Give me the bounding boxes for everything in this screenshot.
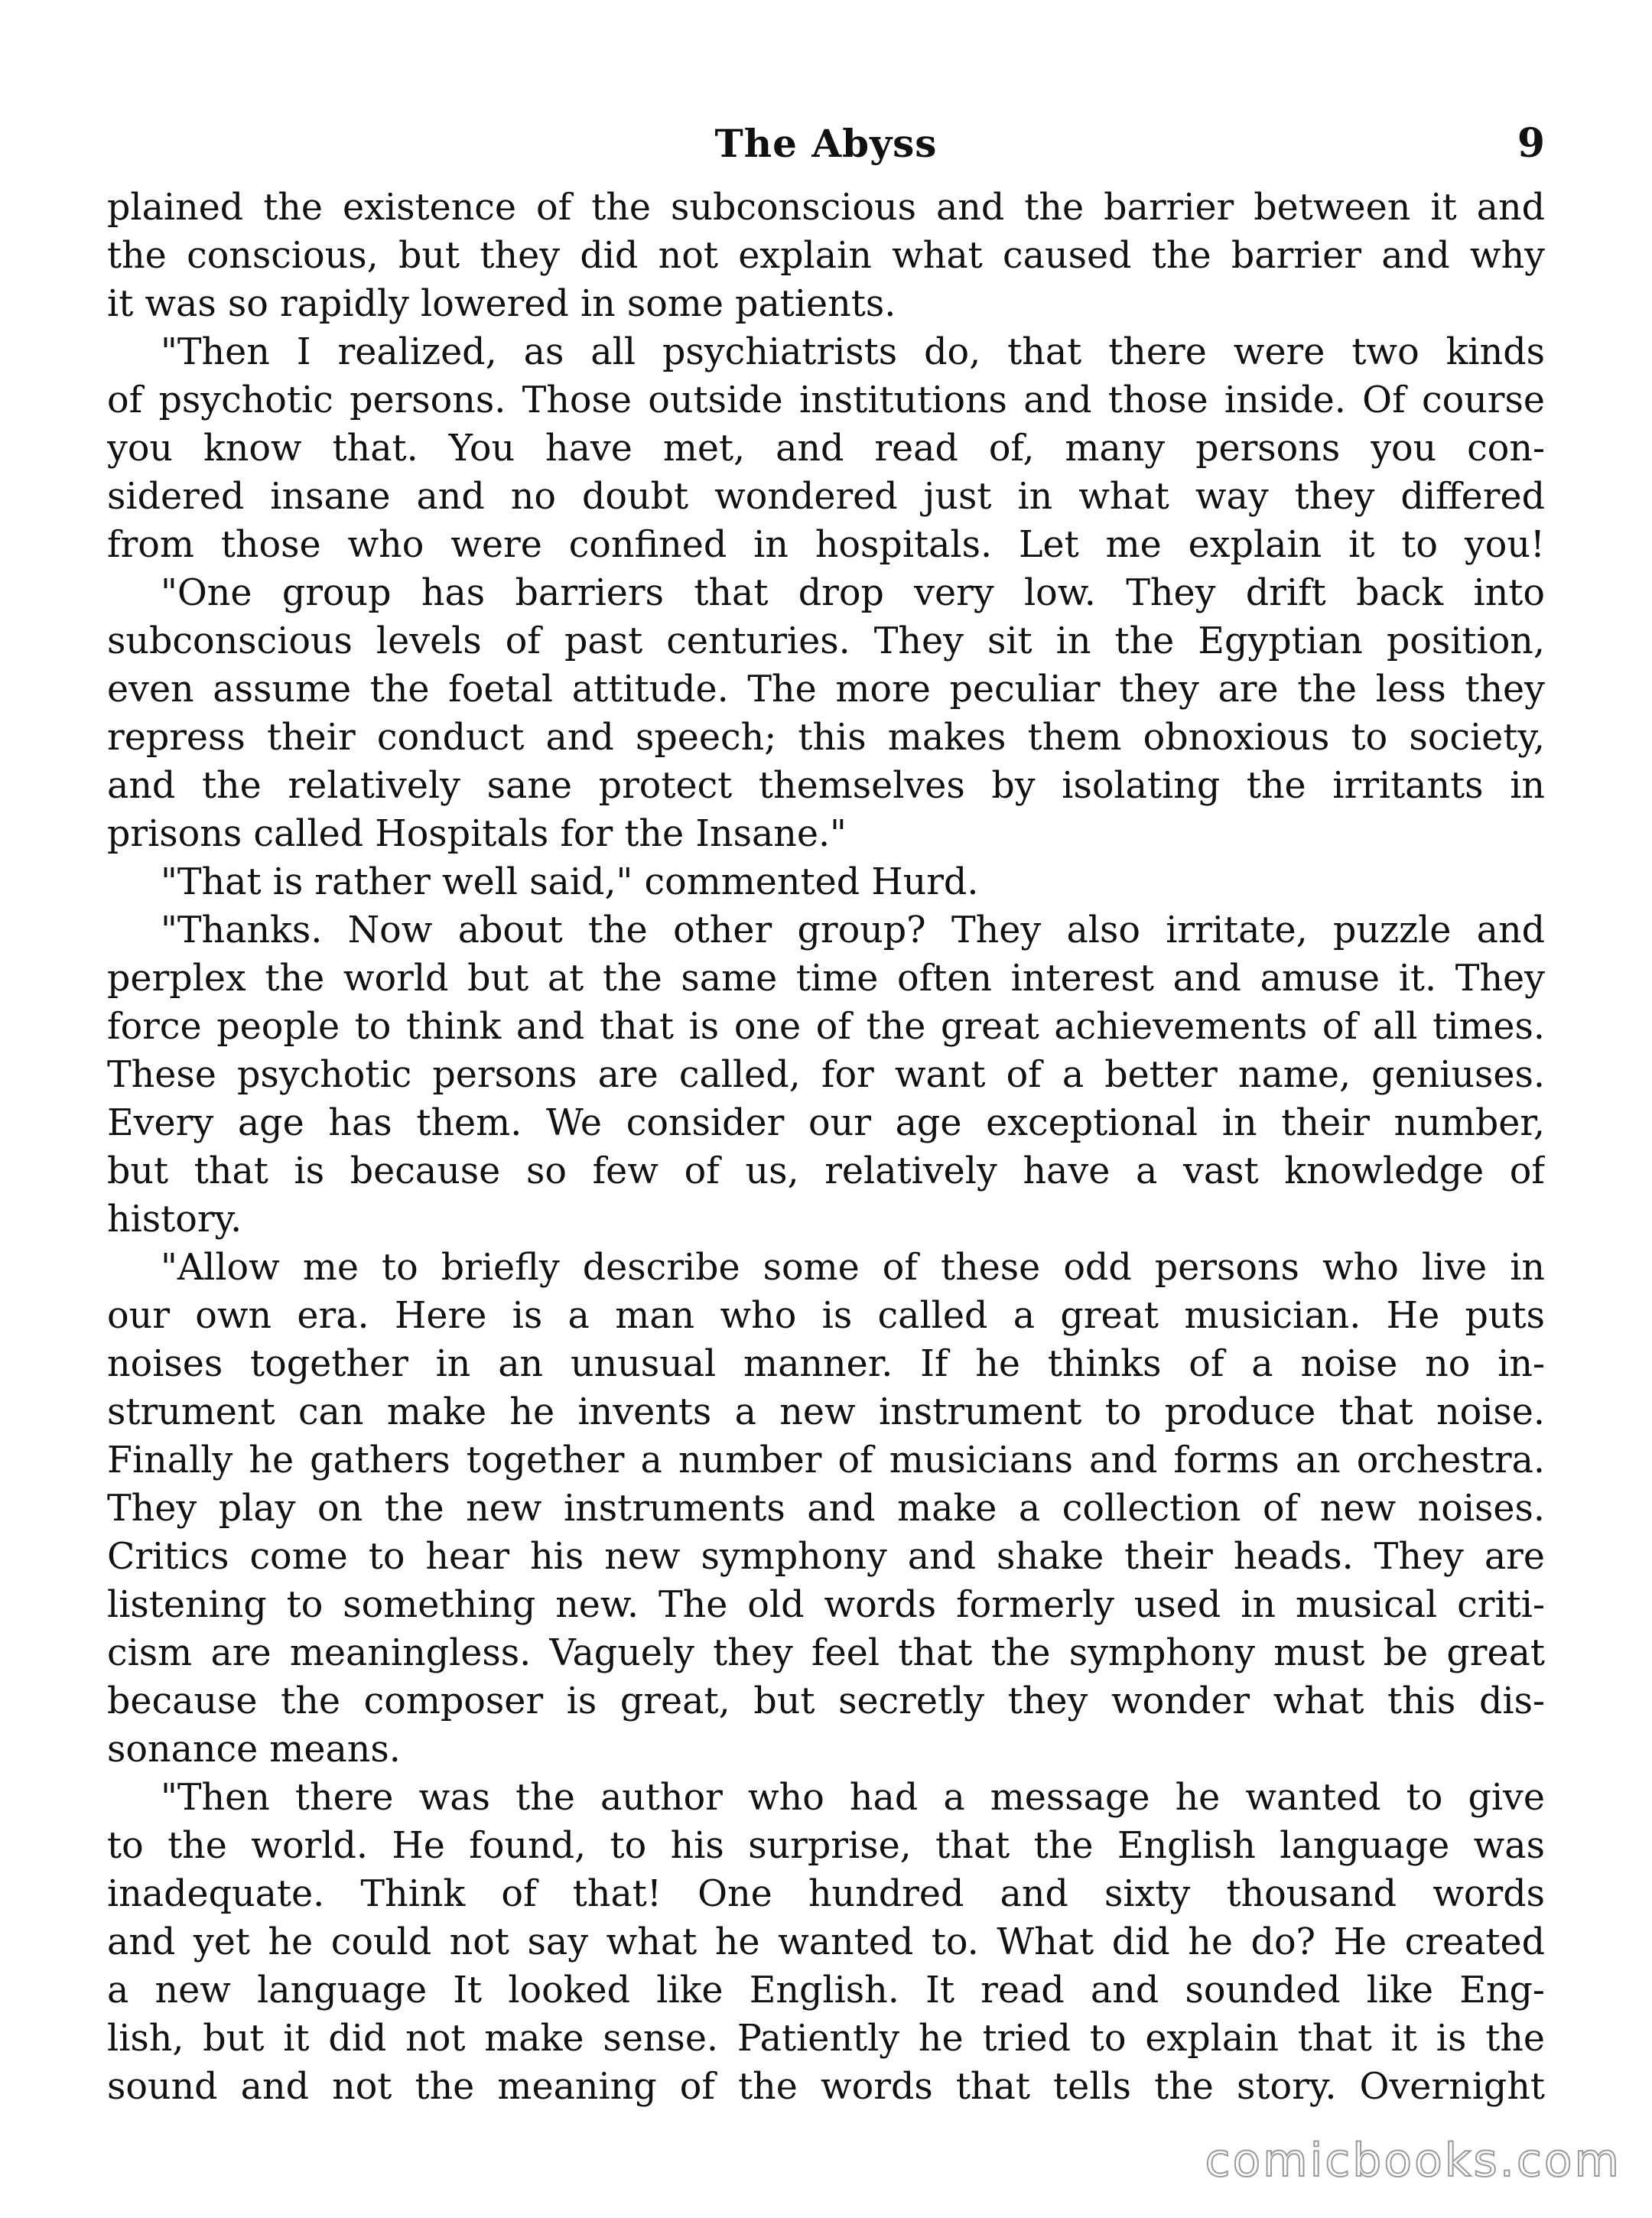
text-line: to the world. He found, to his surprise, that the English language was	[107, 1825, 1545, 1867]
text-line: listening to something new. The old words formerly used in musical criti-	[107, 1584, 1545, 1626]
text-line: subconscious levels of past centuries. They sit in the Egyptian position,	[107, 620, 1545, 662]
page-number: 9	[1517, 120, 1545, 167]
body-text	[107, 184, 1545, 2111]
page-header	[107, 113, 1545, 174]
text-line: noises together in an unusual manner. If he thinks of a noise no in-	[107, 1343, 1545, 1385]
text-line: a new language It looked like English. It read and sounded like Eng-	[107, 1969, 1545, 2011]
text-line: sonance means.	[107, 1729, 401, 1771]
text-line: Every age has them. We consider our age exceptional in their number,	[107, 1102, 1545, 1144]
text-line: sidered insane and no doubt wondered just in what way they differed	[107, 476, 1545, 518]
text-line: cism are meaningless. Vaguely they feel that the symphony must be great	[107, 1632, 1545, 1674]
text-line: "Thanks. Now about the other group? They also irritate, puzzle and	[161, 909, 1545, 951]
text-line: "That is rather well said," commented Hurd.	[161, 861, 979, 903]
text-line: the conscious, but they did not explain what caused the barrier and why	[107, 235, 1545, 277]
text-line: because the composer is great, but secretly they wonder what this dis-	[107, 1680, 1545, 1722]
text-line: it was so rapidly lowered in some patients.	[107, 283, 896, 325]
text-line: of psychotic persons. Those outside institutions and those inside. Of course	[107, 379, 1545, 421]
text-line: repress their conduct and speech; this makes them obnoxious to society,	[107, 717, 1545, 759]
text-line: "Then there was the author who had a message he wanted to give	[161, 1777, 1545, 1819]
text-line: from those who were confined in hospitals. Let me explain it to you!	[107, 524, 1545, 566]
text-line: but that is because so few of us, relatively have a vast knowledge of	[107, 1150, 1545, 1192]
text-line: "Allow me to briefly describe some of these odd persons who live in	[161, 1247, 1545, 1289]
text-line: These psychotic persons are called, for want of a better name, geniuses.	[107, 1054, 1545, 1096]
text-line: "One group has barriers that drop very low. They drift back into	[161, 572, 1545, 614]
text-line: lish, but it did not make sense. Patiently he tried to explain that it is the	[107, 2018, 1545, 2060]
watermark-logo: comicbooks.com	[1205, 2134, 1621, 2187]
text-line: perplex the world but at the same time often interest and amuse it. They	[107, 958, 1545, 1000]
text-line: and the relatively sane protect themselves by isolating the irritants in	[107, 765, 1545, 807]
text-line: you know that. You have met, and read of, many persons you con-	[107, 428, 1545, 470]
text-line: Finally he gathers together a number of musicians and forms an orchestra.	[107, 1439, 1545, 1481]
text-line: strument can make he invents a new instrument to produce that noise.	[107, 1391, 1545, 1433]
text-line: history.	[107, 1198, 242, 1241]
running-title: The Abyss	[714, 121, 938, 166]
text-line: plained the existence of the subconscious and the barrier between it and	[107, 187, 1545, 229]
text-line: force people to think and that is one of the great achievements of all times.	[107, 1006, 1545, 1048]
text-line: "Then I realized, as all psychiatrists do, that there were two kinds	[161, 331, 1545, 373]
text-line: and yet he could not say what he wanted to. What did he do? He created	[107, 1921, 1545, 1963]
text-line: Critics come to hear his new symphony and shake their heads. They are	[107, 1536, 1545, 1578]
text-line: They play on the new instruments and make a collection of new noises.	[107, 1488, 1545, 1530]
text-line: sound and not the meaning of the words that tells the story. Overnight	[107, 2066, 1545, 2108]
text-line: prisons called Hospitals for the Insane."	[107, 813, 847, 855]
text-line: inadequate. Think of that! One hundred and sixty thousand words	[107, 1873, 1545, 1915]
text-line: our own era. Here is a man who is called a great musician. He puts	[107, 1295, 1545, 1337]
text-line: even assume the foetal attitude. The more peculiar they are the less they	[107, 668, 1545, 711]
